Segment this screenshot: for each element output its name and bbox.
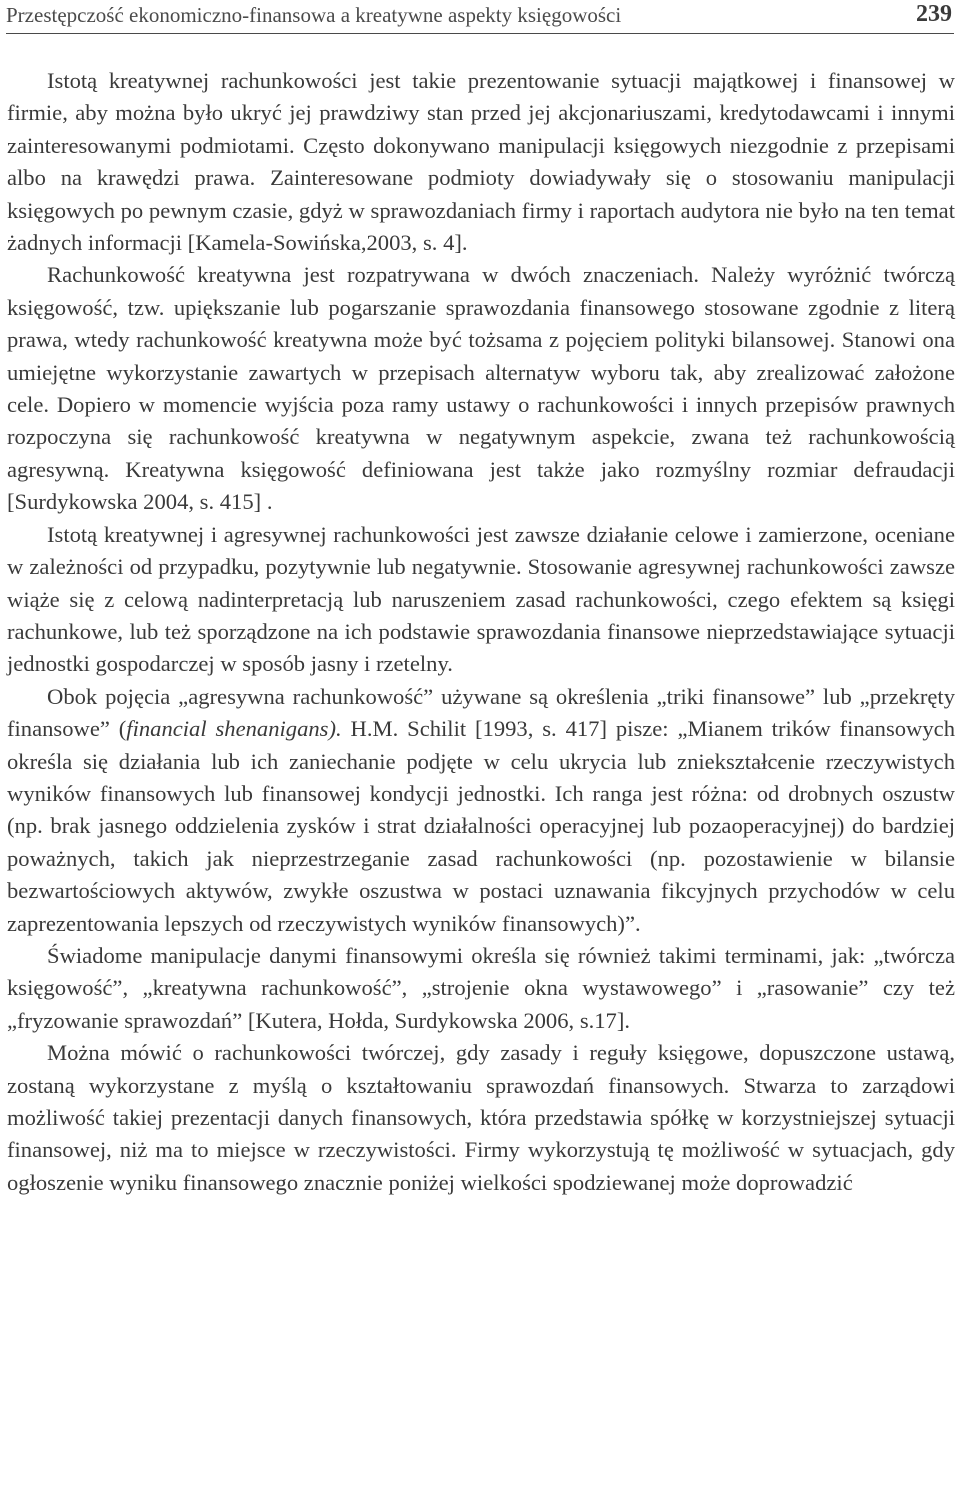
paragraph-creative-accounting-essence: Istotą kreatywnej rachunkowości jest takie prezentowanie sytuacji majątkowej i finansowej w firmie, aby można było ukryć jej prawdziwy stan przed jej akcjonariuszami, kredytodawcami i innymi zainteresowanymi podmiotami. Często dokonywano manipulacji księgowych niezgodnie z przepisami albo na krawędzi prawa. Zainteresowane podmioty dowiadywały się o stosowaniu manipulacji księgowych po pewnym czasie, gdyż w sprawozdaniach firmy i raportach audytora nie było na ten temat żadnych informacji [Kamela-Sowińska,2003, s. 4]. — [7, 68, 955, 256]
running-header-title: Przestępczość ekonomiczno-finansowa a kreatywne aspekty księgowości — [6, 3, 622, 27]
shenanigans-text-before: Obok pojęcia „agresywna rachunkowość” używane są określenia „triki finansowe” lub „przekręty finansowe” ( — [7, 683, 955, 742]
paragraph-conscious-manipulation: Świadome manipulacje danymi finansowymi określa się również takimi terminami, jak: „twórcza księgowość”, „kreatywna rachunkowość”, „strojenie okna wystawowego” i „rasowanie” czy też „fryzowanie sprawozdań” [Kutera, Hołda, Surdykowska 2006, s.17]. — [7, 942, 955, 1033]
paragraph-two-meanings: Rachunkowość kreatywna jest rozpatrywana w dwóch znaczeniach. Należy wyróżnić twórczą księgowość, tzw. upiększanie lub pogarszanie sprawozdania finansowego stosowane zgodnie z literą prawa, wtedy rachunkowość kreatywna może być tożsama z pojęciem polityki bilansowej. Stanowi ona umiejętne wykorzystanie zawartych w przepisach alternatyw wyboru tak, aby zrealizować założone cele. Dopiero w momencie wyjścia poza ramy ustawy o rachunkowości i innych przepisów prawnych rozpoczyna się rachunkowość kreatywna w negatywnym aspekcie, zwana też rachunkowością agresywną. Kreatywna księgowość definiowana jest także jako rozmyślny rozmiar defraudacji [Surdykowska 2004, s. 415] . — [7, 262, 955, 515]
shenanigans-text-after: H.M. Schilit [1993, s. 417] pisze: „Mianem trików finansowych określa się działania lub ich zaniechanie podjęte w celu ukrycia lub zniekształcenie rzeczywistych wyników finansowych lub finansowej kondycji jednostki. Ich ranga jest różna: od drobnych oszustw (np. brak jasnego oddzielenia zysków i strat działalności operacyjnej lub pozaoperacyjnej) do bardziej poważnych, takich jak nieprzestrzeganie zasad rachunkowości (np. pozostawienie w bilansie bezwartościowych aktywów, zwykłe oszustwa w postaci uznawania fikcyjnych przychodów w celu zaprezentowania lepszych od rzeczywistych wyników finansowych)”. — [7, 716, 955, 936]
body-text — [7, 65, 955, 1199]
page-number: 239 — [916, 1, 952, 27]
paragraph-aggressive-accounting: Istotą kreatywnej i agresywnej rachunkowości jest zawsze działanie celowe i zamierzone, oceniane w zależności od przypadku, pozytywnie lub negatywnie. Stosowanie agresywnej rachunkowości zawsze wiąże się z celową nadinterpretacją lub naruszeniem zasad rachunkowości, czego efektem są księgi rachunkowe, lub też sporządzone na ich podstawie sprawozdania finansowe nieprzedstawiające sytuacji jednostki gospodarczej w sposób jasny i rzetelny. — [7, 521, 955, 677]
shenanigans-italic-term: financial shenanigans). — [126, 716, 342, 742]
paragraph-financial-shenanigans — [7, 681, 955, 940]
paragraph-creative-accounting-possibility: Można mówić o rachunkowości twórczej, gdy zasady i reguły księgowe, dopuszczone ustawą, zostaną wykorzystane z myślą o kształtowaniu sprawozdań finansowych. Stwarza to zarządowi możliwość takiej prezentacji danych finansowych, która przedstawia spółkę w korzystniejszej sytuacji finansowej, niż ma to miejsce w rzeczywistości. Firmy wykorzystują tę możliwość w sytuacjach, gdy ogłoszenie wyniku finansowego znacznie poniżej wielkości spodziewanej może doprowadzić — [7, 1040, 955, 1195]
running-header — [6, 0, 954, 34]
